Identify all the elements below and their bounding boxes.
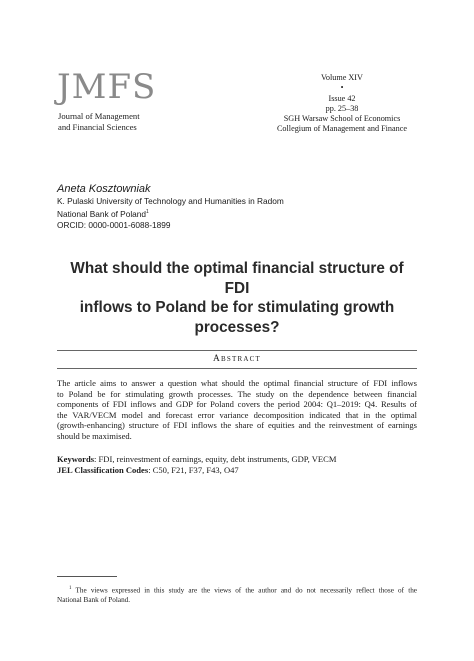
volume: Volume XIV bbox=[321, 73, 363, 82]
author-block bbox=[57, 182, 284, 231]
keywords-text: : FDI, reinvestment of earnings, equity, debt instruments, GDP, VECM bbox=[94, 454, 337, 464]
keywords-label: Keywords bbox=[57, 454, 95, 464]
school: SGH Warsaw School of Economics bbox=[283, 114, 401, 124]
footnote-rule bbox=[57, 576, 117, 577]
footnote-line1-text: The views expressed in this study are the views of the author and do not necessarily reflect those of the bbox=[75, 586, 417, 595]
title-line2: inflows to Poland be for stimulating growth bbox=[79, 299, 395, 316]
bullet-separator: • bbox=[340, 83, 344, 93]
jel-row bbox=[57, 465, 417, 476]
jel-text: : C50, F21, F37, F43, O47 bbox=[148, 464, 239, 475]
affiliation-2-text: National Bank of Poland bbox=[57, 208, 147, 219]
article-title bbox=[57, 259, 417, 337]
author-affiliation-2 bbox=[57, 207, 284, 220]
author-affiliation-1: K. Pulaski University of Technology and Humanities in Radom bbox=[57, 196, 284, 206]
keywords-row bbox=[57, 454, 417, 465]
journal-name bbox=[58, 111, 140, 133]
footnote bbox=[57, 584, 417, 605]
footnote-line2: National Bank of Poland. bbox=[57, 595, 131, 604]
journal-name-line1: Journal of Management bbox=[58, 111, 140, 121]
author-orcid: ORCID: 0000-0001-6088-1899 bbox=[57, 219, 171, 230]
abstract-line: the VAR/VECM model and forecast error variance decomposition indicated that in the optimal bbox=[57, 409, 417, 420]
abstract-line: components of FDI inflows and GDP for Poland covers the period 2004: Q1–2019: Q4. Results of bbox=[57, 399, 417, 410]
abstract-text bbox=[57, 378, 417, 442]
abstract-top-rule bbox=[57, 350, 417, 351]
abstract-heading-rule bbox=[57, 368, 417, 369]
volume-info bbox=[267, 73, 417, 135]
author-name: Aneta Kosztowniak bbox=[57, 183, 151, 195]
abstract-line: (growth-enhancing) structure of FDI inflows the share of equities and the reinvestment of earnings bbox=[57, 420, 417, 431]
title-line1: What should the optimal financial structure of FDI bbox=[70, 260, 404, 297]
abstract-line: should be maximised. bbox=[57, 430, 132, 441]
jel-label: JEL Classification Codes bbox=[57, 464, 149, 475]
pages: pp. 25–38 bbox=[325, 103, 359, 113]
abstract-line: to Poland be for stimulating growth processes. The study on the dependence between financial bbox=[57, 388, 417, 399]
collegium: Collegium of Management and Finance bbox=[276, 124, 408, 134]
footnote-ref[interactable]: 1 bbox=[146, 209, 149, 215]
title-line3: processes? bbox=[194, 318, 280, 336]
journal-name-line2: and Financial Sciences bbox=[58, 122, 137, 132]
keywords-block bbox=[57, 454, 417, 475]
issue: Issue 42 bbox=[328, 93, 356, 103]
footnote-mark: 1 bbox=[69, 586, 72, 591]
journal-logo: JMFS bbox=[57, 67, 157, 107]
abstract-line: The article aims to answer a question what should the optimal financial structure of FDI inflows bbox=[57, 378, 417, 388]
footnote-line1 bbox=[57, 584, 417, 596]
abstract-heading: Abstract bbox=[213, 354, 261, 364]
